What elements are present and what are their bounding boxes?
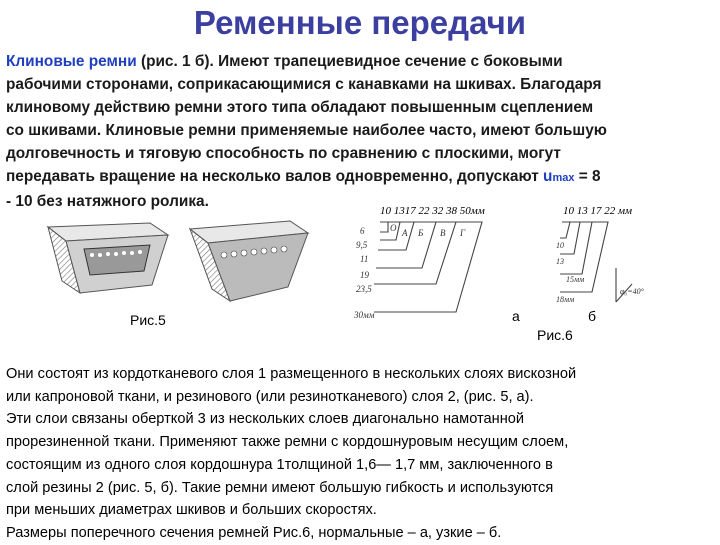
body-line-5: состоящим из одного слоя кордошнура 1толщиной 1,6— 1,7 мм, заключенного в — [6, 456, 553, 473]
figure-5-label: Рис.5 — [130, 312, 166, 328]
belt-b-drawing — [190, 221, 308, 301]
body-line-7: при меньших диаметрах шкивов и больших скоростях. — [6, 502, 377, 519]
intro-line-4: со шкивами. Клиновые ремни применяемые наиболее часто, имеют большую — [6, 122, 607, 139]
letter-a-1: А — [402, 228, 408, 238]
letter-a-0: О — [390, 223, 397, 233]
figure-6b-section-chart — [556, 218, 676, 308]
intro-paragraph — [6, 50, 716, 213]
u-max-symbol: u — [543, 168, 553, 185]
page-title: Ременные передачи — [193, 4, 527, 41]
body-line-4: прорезиненной ткани. Применяют также ремни с кордошнуровым несущим слоем, — [6, 434, 569, 451]
intro-line-6: передавать вращение на несколько валов одновременно, допускают — [6, 168, 544, 185]
dim-a-0: 6 — [360, 226, 365, 236]
intro-line-3: клиновому действию ремни этого типа обладают повышенным сцеплением — [6, 99, 594, 116]
intro-line-2: рабочими сторонами, соприкасающимися с канавками на шкивах. Благодаря — [6, 76, 602, 93]
intro-line-5: долговечность и тяговую способность по сравнению с плоскими, могут — [6, 145, 561, 162]
letter-a-4: Г — [460, 228, 466, 238]
figure-6-label: Рис.6 — [537, 327, 573, 343]
dim-b-1: 13 — [556, 257, 564, 266]
body-line-3: Эти слои связаны оберткой 3 из нескольких слоев диагонально намотанной — [6, 411, 525, 428]
angle-label: φ₀=40° — [620, 287, 644, 296]
intro-line-1: (рис. 1 б). Имеют трапециевидное сечение с боковыми — [136, 53, 563, 70]
letter-a-2: Б — [418, 228, 424, 238]
dim-a-4: 23,5 — [356, 284, 372, 294]
intro-line-6-end: = 8 — [574, 168, 601, 185]
figure-6a-label: а — [512, 308, 520, 324]
intro-lead: Клиновые ремни — [6, 53, 137, 70]
body-line-8: Размеры поперечного сечения ремней Рис.6, нормальные – а, узкие – б. — [6, 524, 502, 541]
body-line-6: слой резины 2 (рис. 5, б). Такие ремни имеют большую гибкость и используются — [6, 479, 554, 496]
dim-a-3: 19 — [360, 270, 369, 280]
body-paragraph — [6, 363, 720, 545]
dim-b-3: 18мм — [556, 295, 575, 304]
dim-a-1: 9,5 — [356, 240, 368, 250]
dim-b-0: 10 — [556, 241, 564, 250]
figure-5-belt-drawing — [40, 215, 320, 315]
dim-b-2: 15мм — [566, 275, 585, 284]
body-line-2: или капроновой ткани, и резинового (или резинотканевого) слоя 2, (рис. 5, а). — [6, 388, 534, 405]
figure-6b-label: б — [588, 308, 597, 324]
intro-line-7: - 10 без натяжного ролика. — [6, 193, 209, 210]
u-max-subscript: max — [552, 172, 575, 184]
figure-6b-scale: 10 13 17 22 мм — [563, 205, 633, 217]
figure-6a-scale: 10 1317 22 32 38 50мм — [380, 205, 485, 217]
belt-a-drawing — [48, 223, 168, 293]
dim-a-2: 11 — [360, 254, 369, 264]
body-line-1: Они состоят из кордотканевого слоя 1 размещенного в нескольких слоях вискозной — [6, 366, 577, 382]
dim-a-5: 30мм — [354, 310, 375, 320]
letter-a-3: В — [440, 228, 446, 238]
figure-6a-section-chart — [352, 218, 552, 328]
